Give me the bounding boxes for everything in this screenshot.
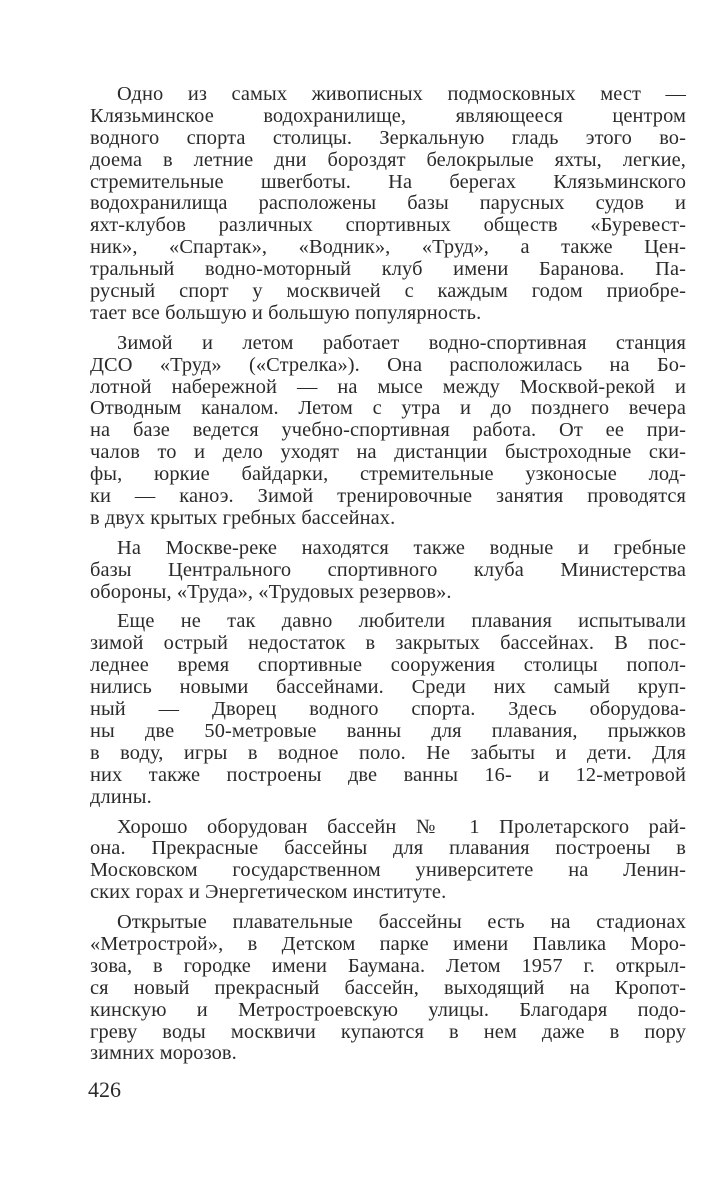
- text-line: она. Прекрасные бассейны для плавания построены в: [90, 837, 686, 860]
- text-line: нились новыми бассейнами. Среди них самый круп-: [90, 676, 686, 699]
- text-line: базы Центрального спортивного клуба Министерства: [90, 558, 686, 581]
- text-line: фы, юркие байдарки, стремительные узконосые лод-: [90, 463, 686, 486]
- text-line: стремительные швerботы. На берегах Клязьминского: [90, 170, 686, 193]
- text-line: ны две 50-метровые ванны для плавания, прыжков: [90, 719, 686, 742]
- text-line: в двух крытых гребных бассейнах.: [90, 506, 396, 529]
- text-line: ских горах и Энергетическом институте.: [90, 881, 447, 904]
- text-line: Московском государственном университете на Ленин-: [90, 859, 686, 882]
- text-line: «Метрострой», в Детском парке имени Павлика Моро-: [90, 932, 686, 955]
- text-line: кинскую и Метростроевскую улицы. Благодаря подо-: [90, 998, 686, 1021]
- text-line: в воду, игры в водное поло. Не забыты и дети. Для: [90, 741, 686, 764]
- text-line: зимой острый недостаток в закрытых бассейнах. В пос-: [90, 632, 686, 655]
- paragraph-2: [90, 333, 686, 530]
- paragraph-1: [90, 84, 686, 325]
- text-line: Зимой и летом работает водно-спортивная станция: [117, 331, 686, 354]
- text-line: яхт-клубов различных спортивных обществ «Буревест-: [90, 214, 686, 237]
- text-line: водного спорта столицы. Зеркальную гладь этого во-: [90, 126, 686, 149]
- text-line: Хорошо оборудован бассейн № 1 Пролетарского рай-: [117, 815, 686, 838]
- text-line: зимних морозов.: [90, 1042, 237, 1065]
- text-line: леднее время спортивные сооружения столицы попол-: [90, 654, 686, 677]
- text-line: На Москве-реке находятся также водные и гребные: [117, 536, 686, 559]
- body-text: [90, 84, 686, 1073]
- text-line: Клязьминское водохранилище, являющееся центром: [90, 104, 686, 127]
- text-line: ДСО «Труд» («Стрелка»). Она расположилась на Бо-: [90, 353, 686, 376]
- text-line: водохранилища расположены базы парусных судов и: [90, 192, 686, 215]
- text-line: ник», «Спартак», «Водник», «Труд», а также Цен-: [90, 236, 686, 259]
- text-line: Открытые плавательные бассейны есть на стадионах: [117, 911, 686, 934]
- text-line: греву воды москвичи купаются в нем даже в пору: [90, 1020, 686, 1043]
- text-line: доема в летние дни бороздят белокрылые яхты, легкие,: [90, 148, 686, 171]
- text-line: длины.: [90, 785, 152, 808]
- text-line: ся новый прекрасный бассейн, выходящий на Кропот-: [90, 976, 686, 999]
- text-line: чалов то и дело уходят на дистанции быстроходные ски-: [90, 441, 686, 464]
- text-line: зова, в городке имени Баумана. Летом 1957 г. открыл-: [90, 954, 686, 977]
- paragraph-6: [90, 912, 686, 1065]
- text-line: них также построены две ванны 16- и 12-метровой: [90, 763, 686, 786]
- page-number: 426: [88, 1077, 121, 1102]
- text-line: Одно из самых живописных подмосковных мест —: [117, 83, 686, 105]
- text-line: лотной набережной — на мысе между Москвой-рекой и: [90, 375, 686, 398]
- text-line: Еще не так давно любители плавания испытывали: [117, 610, 686, 633]
- text-line: на базе ведется учебно-спортивная работа. От ее при-: [90, 419, 686, 442]
- text-line: русный спорт у москвичей с каждым годом приобре-: [90, 280, 686, 303]
- text-line: обороны, «Труда», «Трудовых резервов».: [90, 580, 452, 603]
- text-line: Отводным каналом. Летом с утра и до позднего вечера: [90, 397, 686, 420]
- text-line: ки — каноэ. Зимой тренировочные занятия проводятся: [90, 485, 686, 508]
- paragraph-4: [90, 611, 686, 808]
- paragraph-5: [90, 817, 686, 905]
- text-line: ный — Дворец водного спорта. Здесь оборудова-: [90, 698, 686, 721]
- text-line: тает все большую и большую популярность.: [90, 301, 482, 324]
- text-line: тральный водно-моторный клуб имени Баранова. Па-: [90, 258, 686, 281]
- paragraph-3: [90, 538, 686, 604]
